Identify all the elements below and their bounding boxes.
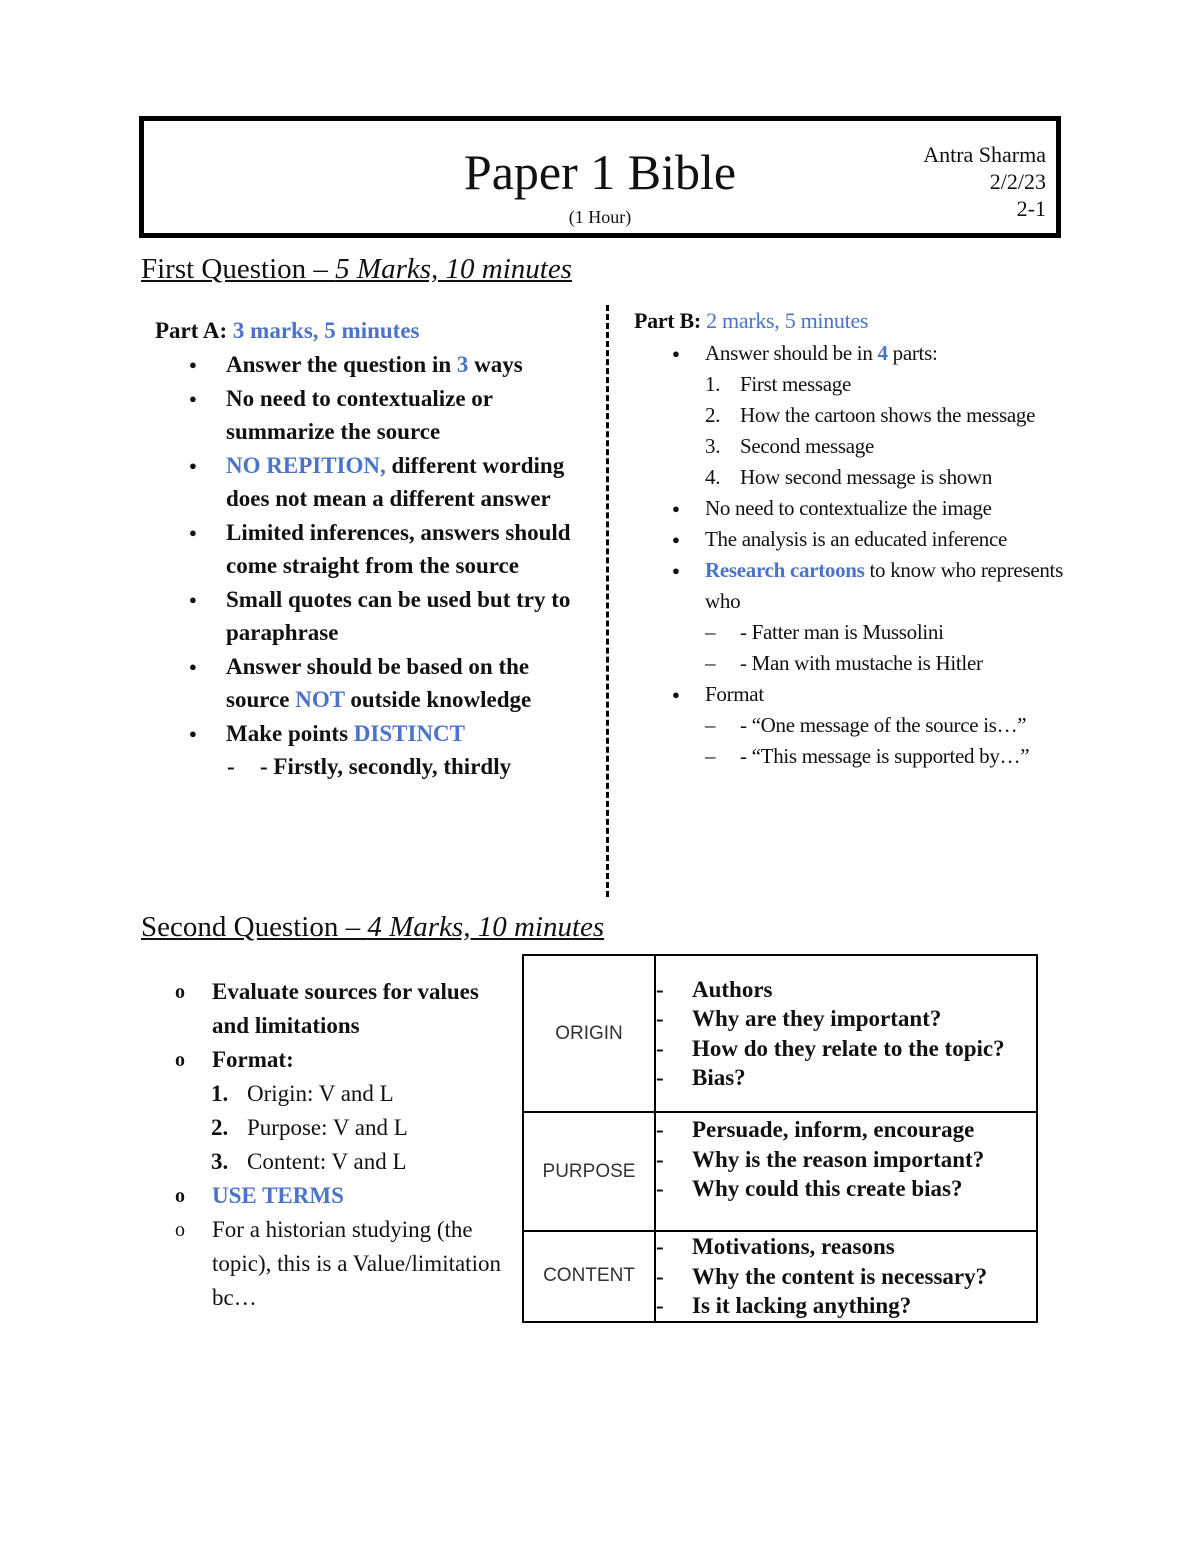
page-title: Paper 1 Bible: [463, 144, 737, 200]
list-subitem: 3. Content: V and L: [211, 1149, 407, 1174]
part-b-section: [634, 308, 1074, 772]
part-a-section: [155, 318, 595, 783]
list-item: 2. How the cartoon shows the message: [705, 403, 1036, 427]
list-subitem: – - Fatter man is Mussolini: [705, 620, 944, 644]
header-meta: [923, 141, 1046, 222]
list-item: o USE TERMS: [175, 1183, 344, 1208]
column-divider: [606, 305, 609, 897]
table-category: PURPOSE: [523, 1112, 655, 1231]
origin-purpose-content-table: [522, 954, 1038, 1323]
part-b-title: Part B: 2 marks, 5 minutes: [634, 308, 869, 333]
part-a-bullet-list: [155, 348, 595, 750]
list-item: ● Answer should be based on the source NOT outside knowledge: [155, 650, 595, 717]
table-category: ORIGIN: [523, 955, 655, 1112]
list-subitem: – - “This message is supported by…”: [705, 744, 1030, 768]
part-b-bullet-list: [634, 338, 1074, 369]
table-row: [523, 1231, 1037, 1322]
list-item: ● Small quotes can be used but try to paraphrase: [155, 583, 595, 650]
list-subitem: - - Firstly, secondly, thirdly: [227, 754, 512, 779]
list-item: 4. How second message is shown: [705, 465, 993, 489]
table-row: [523, 1112, 1037, 1231]
document-date: 2/2/23: [989, 169, 1046, 194]
second-question-list: [175, 975, 515, 1315]
list-subitem: – - “One message of the source is…”: [705, 713, 1027, 737]
list-subitem: 2. Purpose: V and L: [211, 1115, 408, 1140]
first-question-heading: First Question – 5 Marks, 10 minutes: [141, 253, 572, 285]
list-item: o For a historian studying (the topic), this is a Value/limitation bc…: [175, 1217, 501, 1310]
table-cell: - Persuade, inform, encourage - Why is the reason important? - Why could this create bias?: [655, 1112, 1037, 1231]
list-item: ● The analysis is an educated inference: [634, 524, 1074, 555]
list-item: ● Make points DISTINCT: [155, 717, 595, 751]
list-subitem: – - Man with mustache is Hitler: [705, 651, 983, 675]
table-cell: - Motivations, reasons - Why the content is necessary? - Is it lacking anything?: [655, 1231, 1037, 1322]
list-item: o Evaluate sources for values and limitations: [175, 979, 479, 1038]
list-item: ● Answer the question in 3 ways: [155, 348, 595, 382]
table-category: CONTENT: [523, 1231, 655, 1322]
list-item: ● No need to contextualize the image: [634, 493, 1074, 524]
list-item: o Format:: [175, 1047, 294, 1072]
list-item: ● Limited inferences, answers should come straight from the source: [155, 516, 595, 583]
part-b-numbered-list: [634, 369, 1074, 493]
second-question-heading: Second Question – 4 Marks, 10 minutes: [141, 911, 605, 943]
table-row: [523, 955, 1037, 1112]
list-item: ● No need to contextualize or summarize the source: [155, 382, 595, 449]
table-cell: - Authors - Why are they important? - How do they relate to the topic? - Bias?: [655, 955, 1037, 1112]
page-subtitle: (1 Hour): [568, 207, 632, 227]
list-item: 1. First message: [705, 372, 852, 396]
author-name: Antra Sharma: [923, 142, 1046, 167]
header-box: [139, 116, 1061, 238]
list-item: ● Answer should be in 4 parts:: [634, 338, 1074, 369]
list-item: ● NO REPITION, different wording does not mean a different answer: [155, 449, 595, 516]
list-item: 3. Second message: [705, 434, 875, 458]
list-subitem: 1. Origin: V and L: [211, 1081, 394, 1106]
list-item: ● Research cartoons to know who represents who: [634, 555, 1074, 617]
list-item: ● Format: [634, 679, 1074, 710]
part-a-title: Part A: 3 marks, 5 minutes: [155, 318, 420, 343]
section-number: 2-1: [1016, 196, 1046, 221]
